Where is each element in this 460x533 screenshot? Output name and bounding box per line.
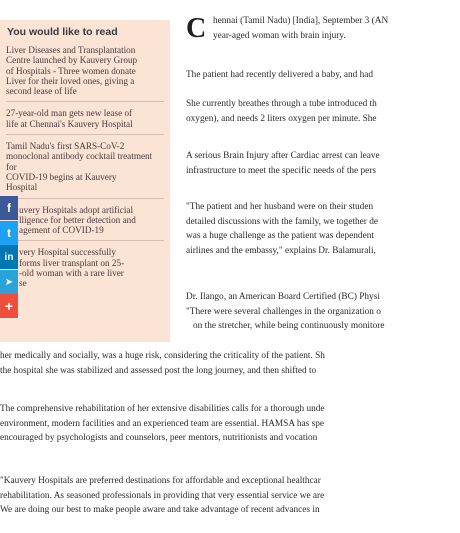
related-article-link[interactable]: very Hospital successfully forms liver transplant on 25- -old woman with a rare liver se [19,247,125,289]
article-dropcap: C [186,13,207,44]
article-paragraph: her medically and socially, was a huge risk, considering the criticality of the patient. Sh the hospital she was stabilized and assessed post the long journey, and then shifted to [0,351,325,376]
related-article-link[interactable]: uvery Hospitals adopt artificial lligence for better detection and agement of COVID-19 [6,203,164,242]
related-articles-title: You would like to read [7,26,118,38]
more-share-button[interactable] [0,294,18,318]
facebook-share-button[interactable] [0,196,18,220]
linkedin-icon: in [4,251,14,263]
twitter-icon: t [7,226,11,240]
plus-icon: + [4,298,14,314]
article-paragraph: Dr. Ilango, an American Board Certified (BC) Physi "There were several challenges in the organization o on the stretcher, while being continuously monitore [186,292,385,331]
article-paragraph: "Kauvery Hospitals are preferred destinations for affordable and exceptional healthcar rehabilitation. As seasoned professionals in providing that very essential service we are We are doing our best to make people aware and take advantage of recent advances in [0,476,325,515]
article-paragraph: hennai (Tamil Nadu) [India], September 3 (AN year-aged woman with brain injury. [213,16,389,41]
article-paragraph: The comprehensive rehabilitation of her extensive disabilities calls for a thorough unde environment, modern facilities and an experienced team are essential. HAMSA has spe encouraged by psychologists and counselors, peer mentors, nutritionists and vocation [0,404,325,443]
twitter-share-button[interactable] [0,221,18,245]
telegram-share-button[interactable] [0,270,18,294]
related-article-link[interactable]: 27-year-old man gets new lease of life at Chennai's Kauvery Hospital [6,106,164,135]
article-paragraph: The patient had recently delivered a baby, and had [186,70,374,80]
telegram-icon: ➤ [4,276,14,288]
related-article-link[interactable]: Tamil Nadu's first SARS-CoV-2 monoclonal antibody cocktail treatment for COVID-19 begins at Kauvery Hospital [6,139,164,198]
facebook-icon: f [7,201,11,215]
linkedin-share-button[interactable] [0,245,18,269]
article-paragraph: A serious Brain Injury after Cardiac arrest can leave infrastructure to meet the specific needs of the pers [186,151,380,176]
article-paragraph: She currently breathes through a tube introduced th oxygen), and needs 2 liters oxygen per minute. She [186,99,377,124]
article-paragraph: "The patient and her husband were on their studen detailed discussions with the family, we together de was a huge challenge as the patient was dependent airlines and the embassy," explains Dr. Balamurali, [186,202,379,256]
related-articles-panel [0,20,170,342]
related-article-link[interactable]: Liver Diseases and Transplantation Centre launched by Kauvery Group of Hospitals - Three women donate Liver for their loved ones, giving a second lease of life [6,43,164,102]
